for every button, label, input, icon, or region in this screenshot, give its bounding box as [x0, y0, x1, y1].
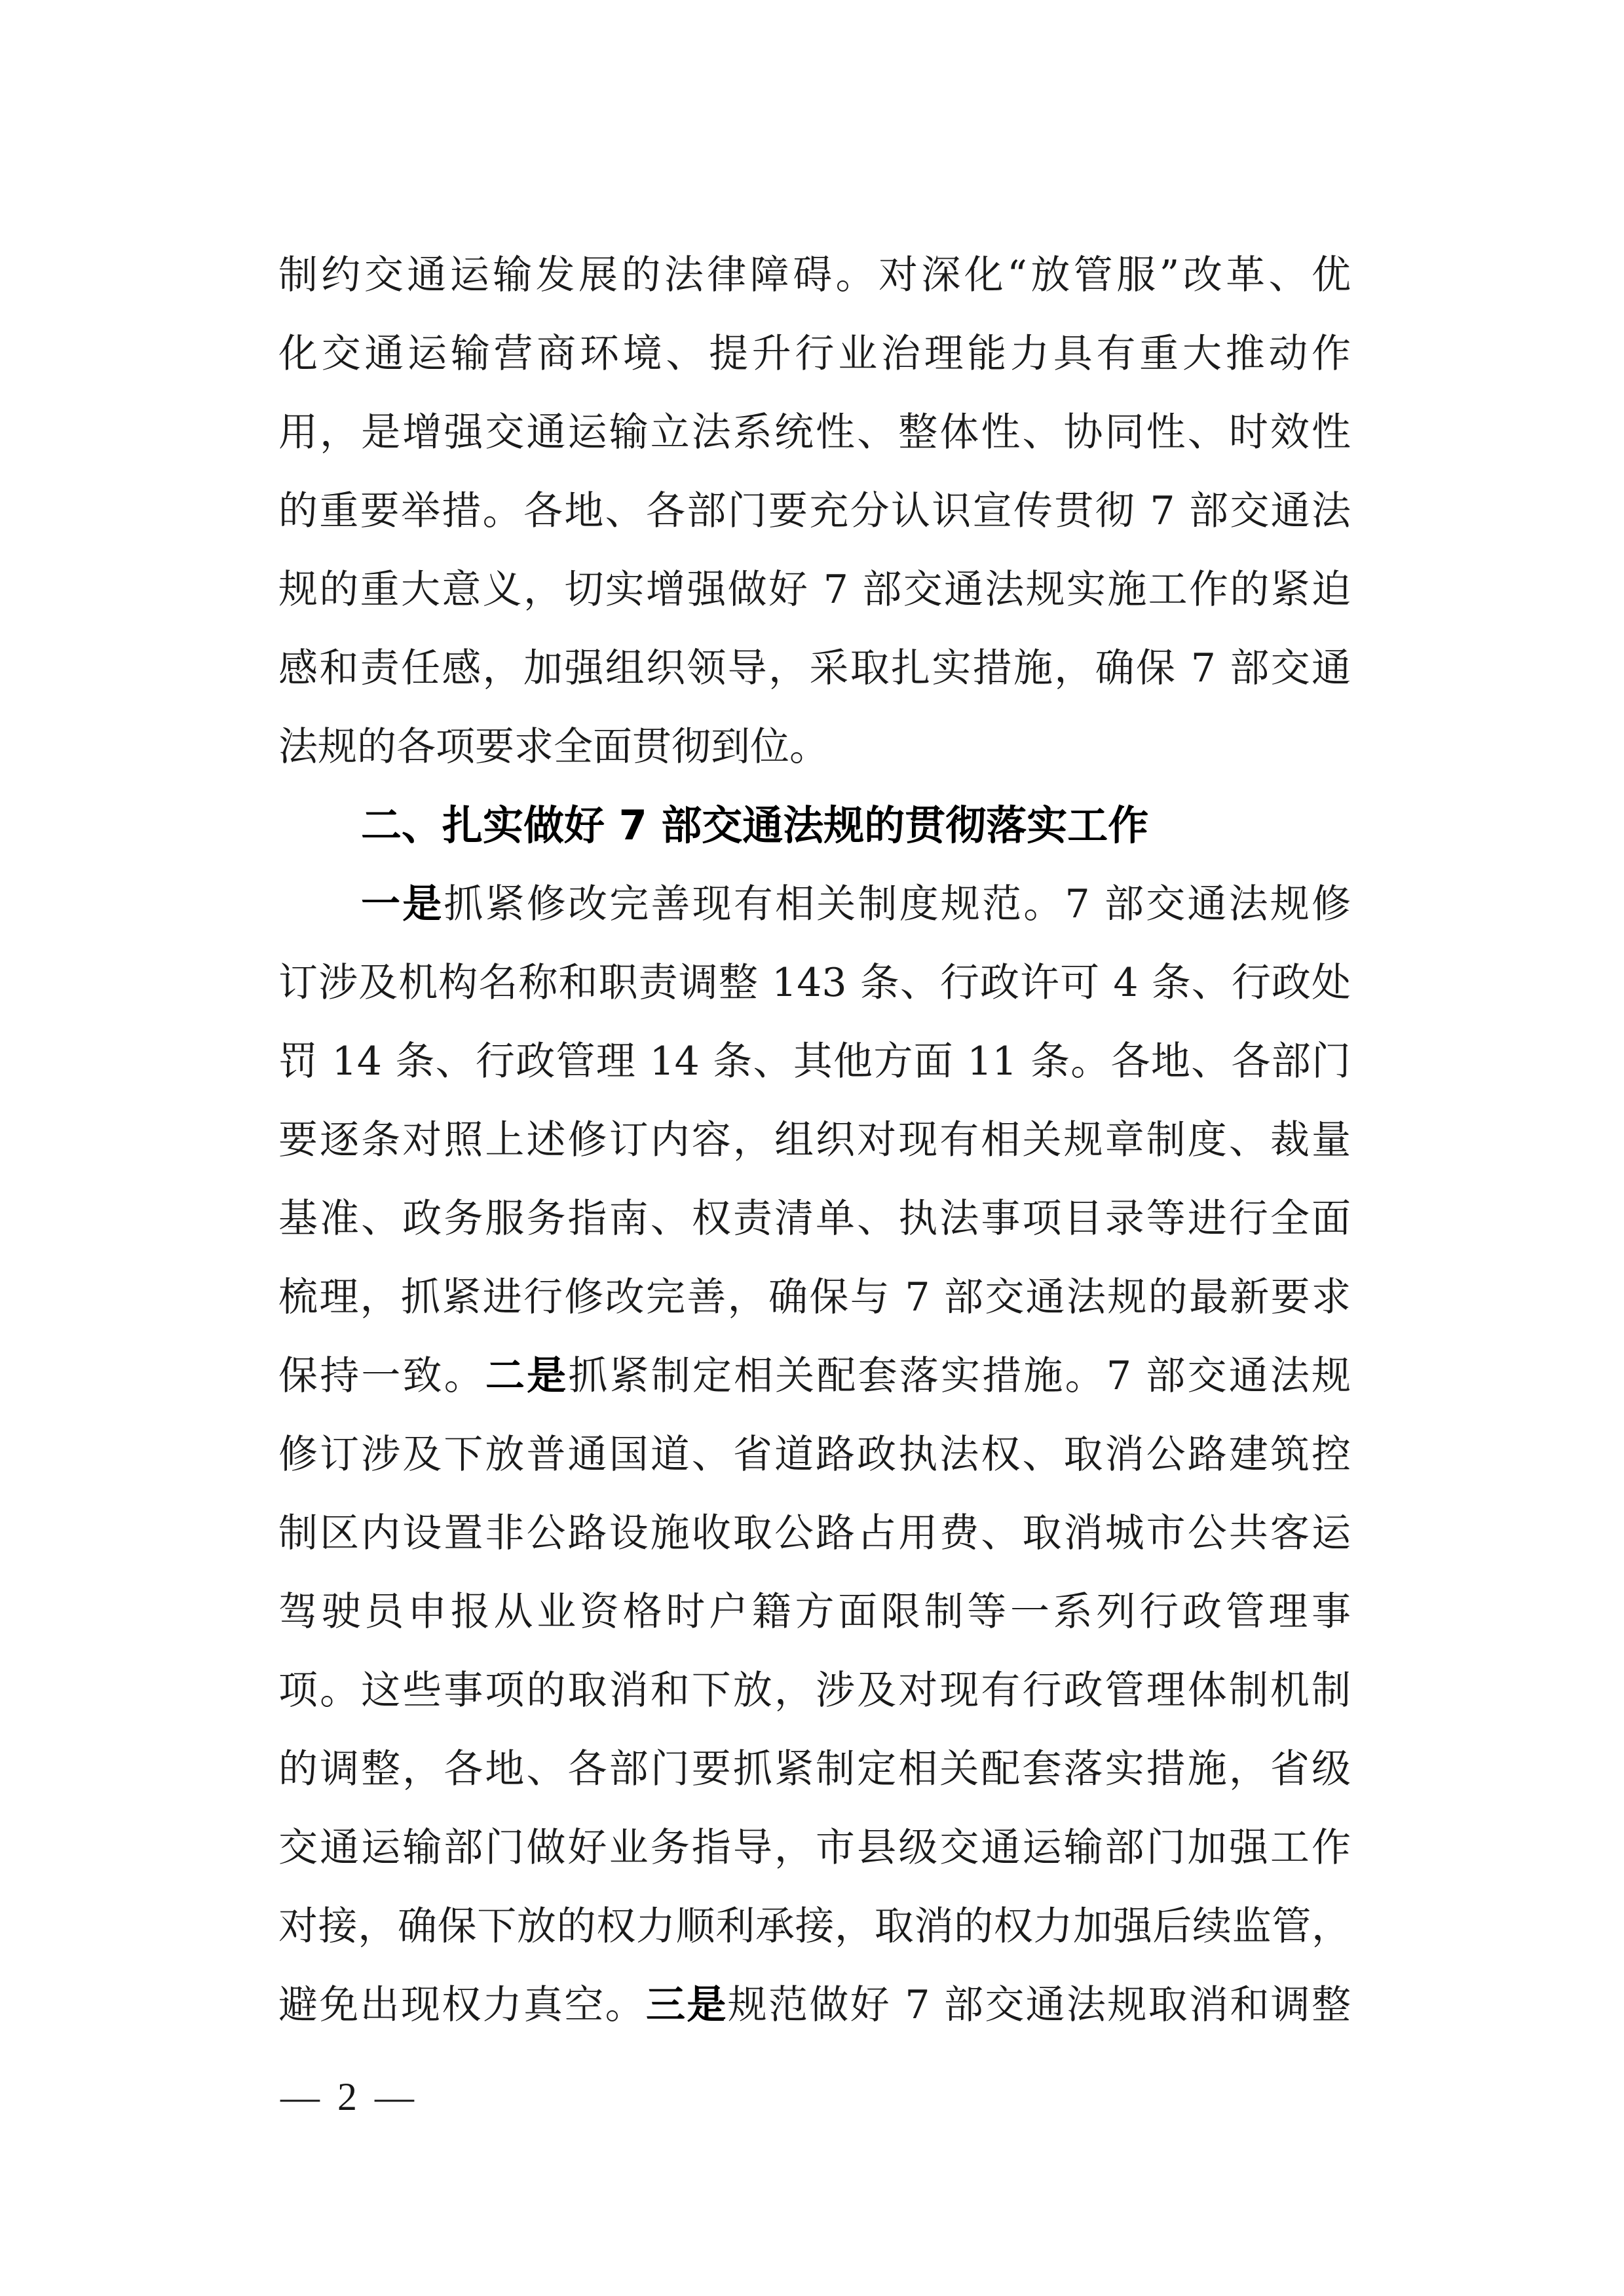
text-line [278, 1651, 1351, 1730]
text-line [278, 1966, 1351, 2044]
document-body [278, 236, 1351, 2044]
bold-lead-in: 一是 [361, 881, 444, 927]
text-line [278, 1494, 1351, 1573]
text-line [278, 550, 1351, 629]
text-run: 避免出现权力真空。 [278, 1982, 647, 2028]
text-run: 规的重大意义，切实增强做好 7 部交通法规实施工作的紧迫 [278, 567, 1351, 613]
text-run: 修订涉及下放普通国道、省道路政执法权、取消公路建筑控 [278, 1432, 1351, 1478]
text-line [278, 708, 1351, 786]
text-line [278, 1730, 1351, 1808]
text-run: 的重要举措。各地、各部门要充分认识宣传贯彻 7 部交通法 [278, 488, 1351, 534]
text-line [278, 1179, 1351, 1258]
bold-lead-in: 二是 [485, 1353, 569, 1399]
text-line [278, 472, 1351, 550]
text-line [278, 1887, 1351, 1966]
text-line [278, 1258, 1351, 1337]
text-run: 的调整，各地、各部门要抓紧制定相关配套落实措施，省级 [278, 1746, 1351, 1792]
text-run: 用，是增强交通运输立法系统性、整体性、协同性、时效性 [278, 410, 1351, 455]
text-run: 规范做好 7 部交通法规取消和调整 [727, 1982, 1351, 2028]
text-run: 对接，确保下放的权力顺利承接，取消的权力加强后续监管， [278, 1904, 1351, 1949]
text-line [278, 393, 1351, 472]
page-number: — 2 — [280, 2075, 418, 2118]
text-run: 罚 14 条、行政管理 14 条、其他方面 11 条。各地、各部门 [278, 1039, 1351, 1084]
heading-text: 二、扎实做好 7 部交通法规的贯彻落实工作 [361, 801, 1149, 849]
text-run: 抓紧修改完善现有相关制度规范。7 部交通法规修 [444, 881, 1351, 927]
text-line [278, 865, 1351, 944]
text-run: 要逐条对照上述修订内容，组织对现有相关规章制度、裁量 [278, 1117, 1351, 1163]
text-line [278, 1337, 1351, 1415]
text-line [278, 629, 1351, 708]
text-line [278, 315, 1351, 393]
text-line [278, 1101, 1351, 1179]
text-run: 梳理，抓紧进行修改完善，确保与 7 部交通法规的最新要求 [278, 1274, 1351, 1320]
text-line [278, 1022, 1351, 1101]
text-run: 感和责任感，加强组织领导，采取扎实措施，确保 7 部交通 [278, 645, 1351, 691]
text-line [278, 236, 1351, 315]
text-run: 项。这些事项的取消和下放，涉及对现有行政管理体制机制 [278, 1668, 1351, 1713]
text-line [278, 944, 1351, 1022]
text-run: 基准、政务服务指南、权责清单、执法事项目录等进行全面 [278, 1196, 1351, 1242]
text-run: 制区内设置非公路设施收取公路占用费、取消城市公共客运 [278, 1510, 1351, 1556]
text-run: 制约交通运输发展的法律障碍。对深化“放管服”改革、优 [278, 252, 1351, 298]
text-run: 抓紧制定相关配套落实措施。7 部交通法规 [568, 1353, 1351, 1399]
text-run: 驾驶员申报从业资格时户籍方面限制等一系列行政管理事 [278, 1589, 1351, 1635]
bold-lead-in: 三是 [646, 1982, 728, 2028]
section-heading [278, 786, 1351, 865]
text-run: 保持一致。 [278, 1353, 485, 1399]
text-line [278, 1573, 1351, 1651]
text-run: 订涉及机构名称和职责调整 143 条、行政许可 4 条、行政处 [278, 960, 1351, 1006]
text-run: 化交通运输营商环境、提升行业治理能力具有重大推动作 [278, 331, 1351, 377]
text-run: 交通运输部门做好业务指导，市县级交通运输部门加强工作 [278, 1825, 1351, 1871]
text-line [278, 1808, 1351, 1887]
text-line [278, 1415, 1351, 1494]
text-run: 法规的各项要求全面贯彻到位。 [278, 724, 829, 770]
